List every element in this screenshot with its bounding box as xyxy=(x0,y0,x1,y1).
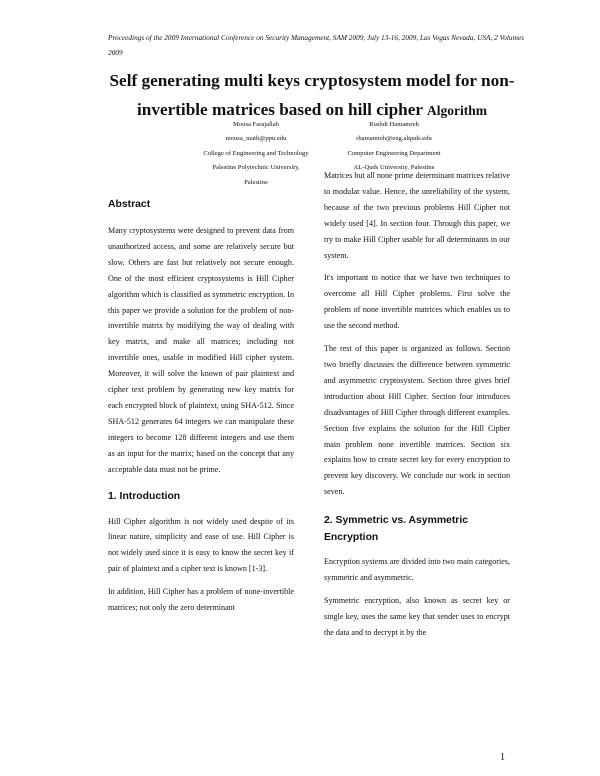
section-1-paragraph: In addition, Hill Cipher has a problem of none-invertible matrices; not only the zero determinant xyxy=(108,587,294,613)
section-2-heading-line2: Encryption xyxy=(324,532,379,544)
body-paragraph: Matrices but all none prime determinant matrices relative to modular value. Hence, the unreliability of the system, because of the two previous problems Hill Cipher not widely used [4]. In section four. Through this paper, we try to make Hill Cipher usable for all determinants in our system. xyxy=(324,171,510,260)
author-name: Mousa Farajallah xyxy=(233,121,279,128)
abstract-text: Many cryptosystems were designed to prevent data from unauthorized access, and some are relatively secure but slow. Others are fast but relatively not secure enough. One of the most efficient cryptosystems is Hill Cipher algorithm which is classified as symmetric encryption. In this paper we provide a solution for the problem of non-invertible matrix by modifying the way of dealing with key matrix, and make all matrices; including not invertible ones, usable in modified Hill cipher system. Moreover, it will solve the known of pair plaintext and cipher text problem by generating new key matrix for each encrypted block of plaintext, using SHA-512. Since SHA-512 generates 64 integers we can manipulate these integers to become 128 different integers and use them as an input for the matrix; based on the concept that any acceptable data must not be prime. xyxy=(108,226,294,474)
page-number: 1 xyxy=(500,752,505,763)
section-2-paragraph: Symmetric encryption, also known as secret key or single key, uses the same key that sender uses to encrypt the data and to decrypt it by the xyxy=(324,595,510,637)
paper-title xyxy=(100,66,524,125)
author-affiliation: AL-Quds University, Palestine xyxy=(353,164,435,172)
author-block-2 xyxy=(316,118,472,176)
author-affiliation: Palestine xyxy=(244,178,268,186)
paper-title-suffix: Algorithm xyxy=(426,103,487,118)
section-1-paragraph: Hill Cipher algorithm is not widely used despite of its linear nature, simplicity and ease of use. Hill Cipher is not widely used since it is easy to know the secret key if pair of plaintext and a cipher text is known [1-3]. xyxy=(108,516,294,574)
abstract-heading: Abstract xyxy=(108,199,151,210)
running-head: Proceedings of the 2009 International Conference on Security Management, SAM 2009, July 13-16, 2009, Las Vegas Nevada, USA, 2 Volumes 2009 xyxy=(108,33,524,57)
author-name: Rushdi Hamamreh xyxy=(369,121,419,128)
author-affiliation: College of Engineering and Technology xyxy=(203,149,309,157)
section-2-heading xyxy=(324,512,510,546)
author-affiliation: Computer Engineering Department xyxy=(347,149,441,157)
paper-title-main: Self generating multi keys cryptosystem model for non-invertible matrices based on hill cipher xyxy=(109,71,515,119)
body-paragraph: The rest of this paper is organized as follows. Section two briefly discusses the difference between symmetric and asymmetric cryptosystem. Section three gives brief introduction about Hill Cipher. Section four introduces disadvantages of Hill Cipher through different examples. Section five explains the solution for the Hill Cipher main problem none invertible matrices. Section six explains how to create secret key for every encryption to prevent key discovery. We conclude our work in section seven. xyxy=(324,344,510,497)
right-column xyxy=(324,168,510,648)
author-affiliation: Palestine Polytechnic University, xyxy=(212,164,300,172)
body-paragraph: It's important to notice that we have two techniques to overcome all Hill Cipher problems. First solve the problem of none invertible matrices which enables us to use the second method. xyxy=(324,273,510,331)
author-email: mousa_math@ppu.edu xyxy=(225,135,287,143)
left-column xyxy=(108,196,294,623)
author-block-1 xyxy=(178,118,334,190)
section-1-heading: 1. Introduction xyxy=(108,490,181,502)
section-2-paragraph: Encryption systems are divided into two main categories, symmetric and asymmetric. xyxy=(324,557,510,583)
author-email: rhamamreh@eng.alquds.edu xyxy=(356,135,432,143)
section-2-heading-line1: 2. Symmetric vs. Asymmetric xyxy=(324,515,469,527)
